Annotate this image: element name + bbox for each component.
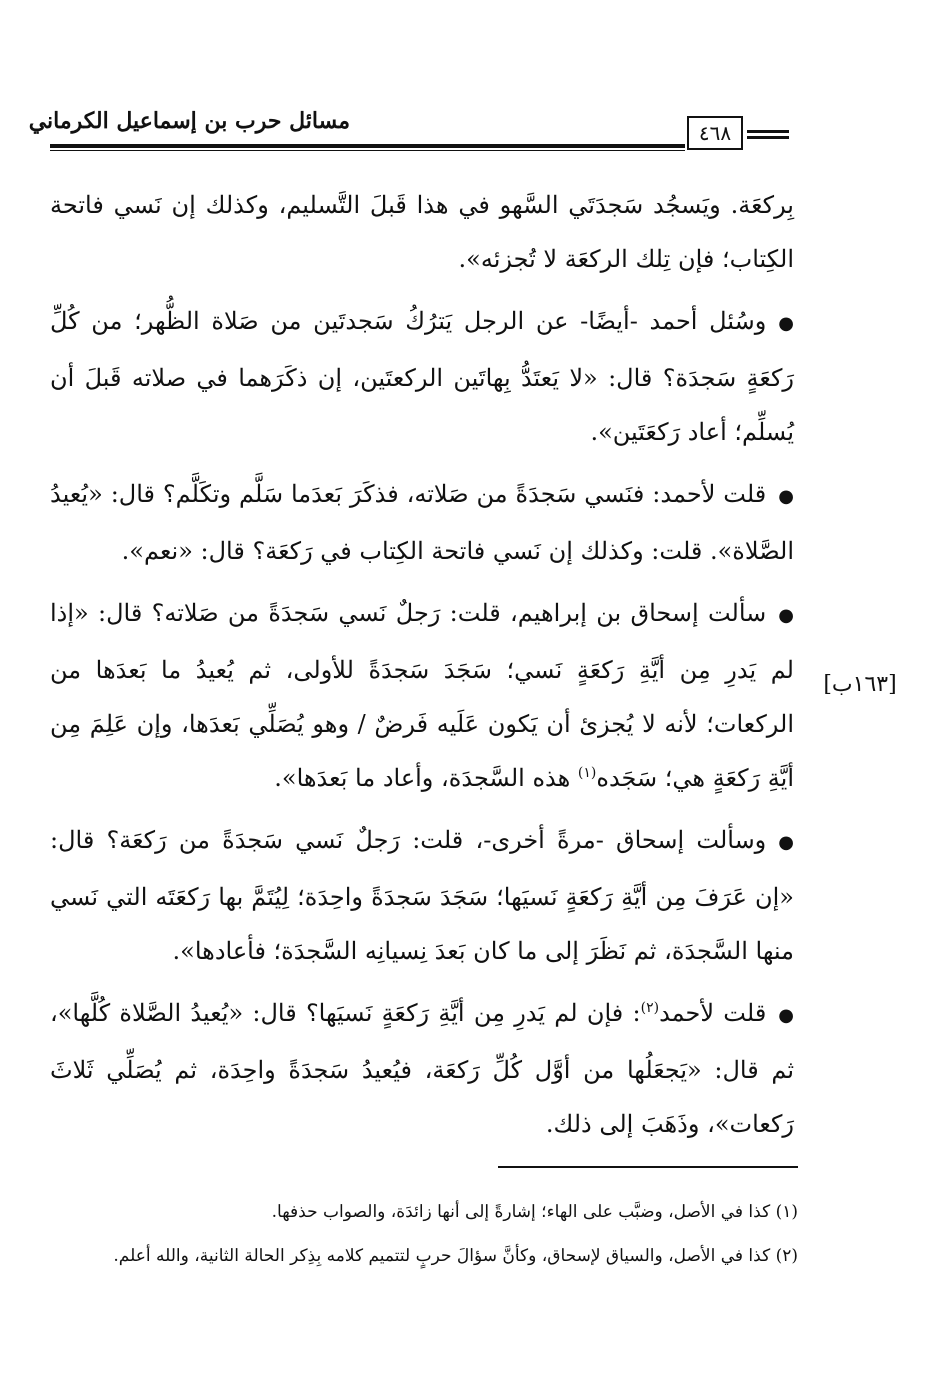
main-text (50, 178, 794, 1151)
bullet-icon: ● (778, 313, 794, 334)
book-title: مسائل حرب بن إسماعيل الكرماني (28, 108, 350, 134)
paragraph-4: ●سألت إسحاق بن إبراهيم، قلت: رَجلٌ نَسي سَجدَةً من صَلاته؟ قال: «إذا لم يَدرِ مِن أيَّةِ رَكعَةٍ نَسي؛ سَجَدَ سَجدَةً للأولى، ثم يُعيدُ ما بَعدَها من الركعات؛ لأنه لا يُجزئ أن يَكون عَلَيه فَرضٌ / وهو يُصَلِّي بَعدَها، وإن عَلِمَ مِن أيَّةِ رَكعَةٍ هي؛ سَجَده$^{(١)}$ هذه السَّجدَة، وأعاد ما بَعدَها». (50, 586, 794, 805)
folio-reference: [١٦٣ب] (823, 672, 897, 697)
footnote-marker-2[interactable]: (٢) (640, 1000, 660, 1016)
page-number: ٤٦٨ (687, 116, 743, 150)
paragraph-3: ●قلت لأحمد: فنَسي سَجدَةً من صَلاته، فذكَرَ بَعدَما سَلَّم وتكَلَّم؟ قال: «يُعيدُ الصَّلاة». قلت: وكذلك إن نَسي فاتحة الكِتاب في رَكعَة؟ قال: «نعم». (50, 467, 794, 578)
header-ornament (747, 136, 789, 139)
footnotes (50, 1190, 798, 1278)
bullet-icon: ● (778, 486, 794, 507)
running-header (28, 108, 790, 158)
paragraph-1: بِركعَة. ويَسجُد سَجدَتَي السَّهو في هذا قَبلَ التَّسليم، وكذلك إن نَسي فاتحة الكِتاب؛ فإن تِلك الركعَة لا تُجزئه». (50, 191, 794, 273)
paragraph-2: ●وسُئل أحمد -أيضًا- عن الرجل يَترُكُ سَجدتَين من صَلاة الظُّهر؛ من كُلِّ رَكعَةٍ سَجدَة؟ قال: «لا يَعتَدُّ بِهاتَين الركعتَين، إن ذكَرَهما في صلاته قَبلَ أن يُسلِّم؛ أعاد رَكعَتَين». (50, 294, 794, 459)
footnote-2: (٢) كذا في الأصل، والسياق لإسحاق، وكأنَّ سؤالَ حربٍ لتتميم كلامه بِذِكر الحالة الثانية، والله أعلم. (113, 1246, 798, 1266)
header-rule-thin (50, 150, 685, 151)
footnote-marker-1[interactable]: (١) (577, 765, 597, 781)
header-rule (50, 144, 685, 148)
footnote-separator (498, 1166, 798, 1168)
bullet-icon: ● (778, 1005, 795, 1026)
paragraph-6: ●قلت لأحمد$^{(٢)}$: فإن لم يَدرِ مِن أيَّةِ رَكعَةٍ نَسيَها؟ قال: «يُعيدُ الصَّلاة كُلَّها»، ثم قال: «يَجعَلُها من أوَّل كُلِّ رَكعَة، فيُعيدُ سَجدَةً واحِدَة، ثم يُصَلِّي ثَلاثَ رَكعات»، وذَهَبَ إلى ذلك. (50, 986, 794, 1151)
bullet-icon: ● (778, 832, 794, 853)
bullet-icon: ● (778, 605, 794, 626)
header-ornament (747, 130, 789, 133)
paragraph-5: ●وسألت إسحاق -مرةً أخرى-، قلت: رَجلٌ نَسي سَجدَةً من رَكعَة؟ قال: «إن عَرَفَ مِن أيَّةِ رَكعَةٍ نَسيَها؛ سَجَدَ سَجدَةً واحِدَة؛ لِيُتَمَّ بها رَكعَتَه التي نَسي منها السَّجدَة، ثم نَظَرَ إلى ما كان بَعدَ نِسيانِه السَّجدَة؛ فأعادها». (50, 813, 794, 978)
footnote-1: (١) كذا في الأصل، وضبَّب على الهاء؛ إشارةً إلى أنها زائدَة، والصواب حذفها. (271, 1202, 798, 1222)
